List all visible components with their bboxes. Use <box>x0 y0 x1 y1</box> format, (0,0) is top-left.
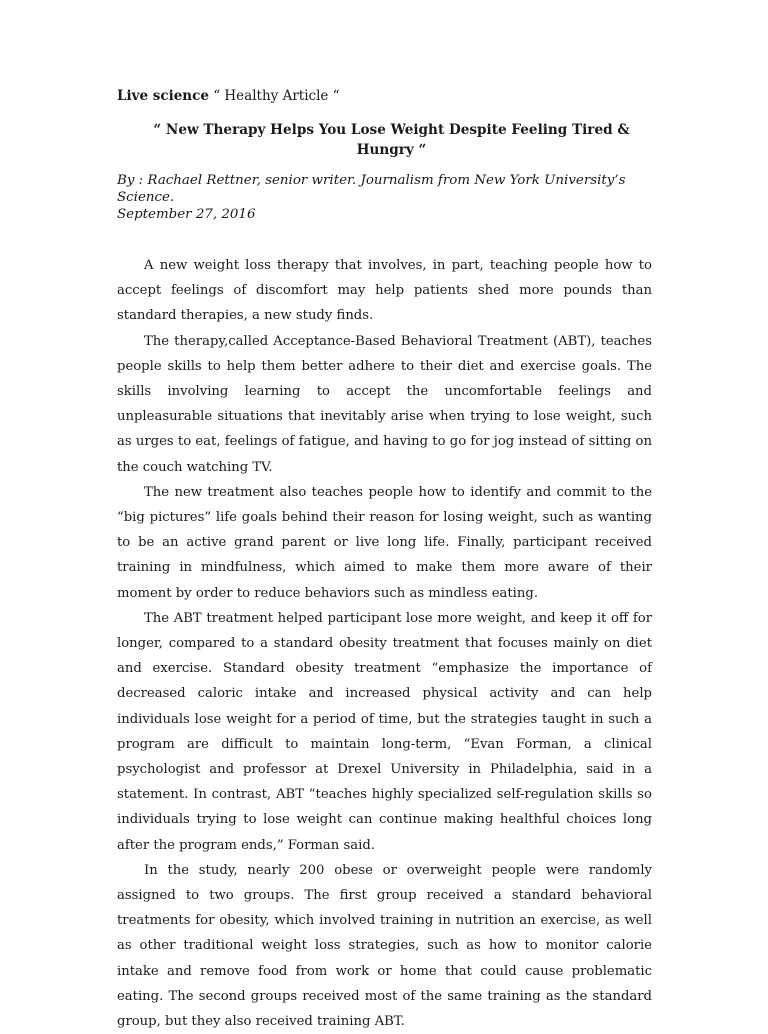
source-name: Live science <box>117 88 209 104</box>
article-kicker <box>117 86 652 106</box>
paragraph: A new weight loss therapy that involves, in part, teaching people how to accept feelings of discomfort may help patients shed more pounds than standard therapies, a new study finds. <box>117 258 652 324</box>
author-line: By : Rachael Rettner, senior writer. Journalism from New York University’s Science. <box>117 173 626 205</box>
article-body <box>117 253 652 1034</box>
publish-date: September 27, 2016 <box>117 207 256 222</box>
paragraph: The therapy,called Acceptance-Based Behavioral Treatment (ABT), teaches people skills to help them better adhere to their diet and exercise goals. The skills involving learning to accept the uncomfortable feelings and unpleasurable situations that inevitably arise when trying to lose weight, such as urges to eat, feelings of fatigue, and having to go for jog instead of sitting on the couch watching TV. <box>117 333 652 475</box>
article-title: “ New Therapy Helps You Lose Weight Despite Feeling Tired & Hungry “ <box>153 122 630 158</box>
article-byline <box>117 172 652 223</box>
paragraph: In the study, nearly 200 obese or overweight people were randomly assigned to two groups. The first group received a standard behavioral treatments for obesity, which involved training in nutrition an exercise, as well as other traditional weight loss strategies, such as how to monitor calorie intake and remove food from work or home that could cause problematic eating. The second groups received most of the same training as the standard group, but they also received training ABT. <box>117 862 652 1030</box>
paragraph: The new treatment also teaches people how to identify and commit to the “big pictures” life goals behind their reason for losing weight, such as wanting to be an active grand parent or live long life. Finally, participant received training in mindfulness, which aimed to make them more aware of their moment by order to reduce behaviors such as mindless eating. <box>117 484 652 601</box>
paragraph: The ABT treatment helped participant lose more weight, and keep it off for longer, compared to a standard obesity treatment that focuses mainly on diet and exercise. Standard obesity treatment “emphasize the importance of decreased caloric intake and increased physical activity and can help individuals lose weight for a period of time, but the strategies taught in such a program are difficult to maintain long-term, “Evan Forman, a clinical psychologist and professor at Drexel University in Philadelphia, said in a statement. In contrast, ABT “teaches highly specialized self-regulation skills so individuals trying to lose weight can continue making healthful choices long after the program ends,” Forman said. <box>117 610 652 853</box>
category-label: “ Healthy Article “ <box>213 88 340 104</box>
article-page <box>117 86 652 1034</box>
